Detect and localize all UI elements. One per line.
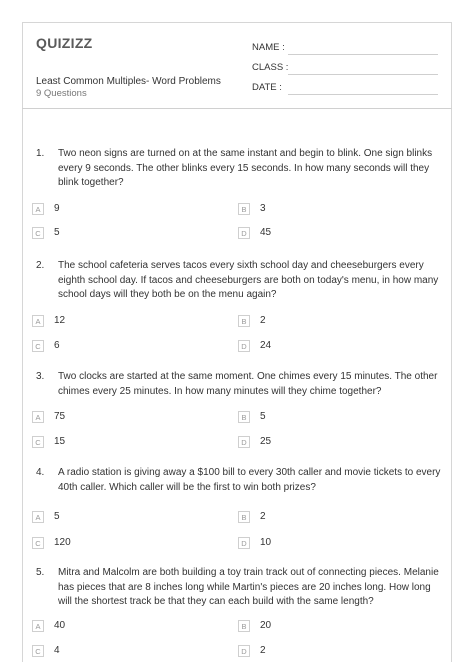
option-value: 5 bbox=[54, 227, 60, 238]
option-value: 45 bbox=[260, 227, 272, 238]
option-letter-box: D bbox=[238, 537, 250, 549]
option-value: 20 bbox=[260, 620, 272, 631]
quizizz-logo: QUIZIZZ bbox=[36, 35, 93, 51]
question-text: Two clocks are started at the same moment. One chimes every 15 minutes. The other chimes every 25 minutes. In how many minutes will they chime together? bbox=[58, 371, 438, 397]
option-value: 75 bbox=[54, 411, 66, 422]
question-number: 1. bbox=[36, 148, 45, 159]
option-letter-box: B bbox=[238, 411, 250, 423]
date-label: DATE : bbox=[252, 82, 282, 93]
option-value: 24 bbox=[260, 340, 272, 351]
option-letter-box: C bbox=[32, 537, 44, 549]
option-letter-box: C bbox=[32, 340, 44, 352]
option-value: 12 bbox=[54, 315, 66, 326]
option-letter-box: B bbox=[238, 511, 250, 523]
option-value: 3 bbox=[260, 203, 266, 214]
question-count: 9 Questions bbox=[36, 88, 87, 99]
option-value: 120 bbox=[54, 537, 71, 548]
option-letter-box: C bbox=[32, 436, 44, 448]
header-divider bbox=[22, 108, 452, 109]
option-value: 10 bbox=[260, 537, 272, 548]
option-value: 2 bbox=[260, 315, 266, 326]
option-letter-box: C bbox=[32, 645, 44, 657]
option-letter-box: B bbox=[238, 315, 250, 327]
option-letter-box: D bbox=[238, 436, 250, 448]
question-text: Mitra and Malcolm are both building a toy train track out of connecting pieces. Melanie has pieces that are 8 inches long while Martin's pieces are 20 inches long. How long will the shortest track be that they can each build with the same length? bbox=[58, 567, 439, 607]
option-value: 15 bbox=[54, 436, 66, 447]
option-letter-box: D bbox=[238, 340, 250, 352]
option-letter-box: A bbox=[32, 511, 44, 523]
option-value: 6 bbox=[54, 340, 60, 351]
option-value: 5 bbox=[54, 511, 60, 522]
worksheet-title: Least Common Multiples- Word Problems bbox=[36, 76, 221, 87]
question-text: The school cafeteria serves tacos every sixth school day and cheeseburgers every eighth school day. If tacos and cheeseburgers are both on today's menu, in how many school days will they both be on the menu again? bbox=[58, 260, 439, 300]
option-letter-box: D bbox=[238, 227, 250, 239]
option-value: 5 bbox=[260, 411, 266, 422]
option-value: 4 bbox=[54, 645, 60, 656]
name-label: NAME : bbox=[252, 42, 285, 53]
option-letter-box: C bbox=[32, 227, 44, 239]
option-letter-box: D bbox=[238, 645, 250, 657]
date-line bbox=[288, 94, 438, 95]
name-line bbox=[288, 54, 438, 55]
question-text: A radio station is giving away a $100 bill to every 30th caller and movie tickets to every 40th caller. Which caller will be the first to win both prizes? bbox=[58, 467, 441, 493]
option-value: 9 bbox=[54, 203, 60, 214]
question-number: 3. bbox=[36, 371, 45, 382]
question-number: 4. bbox=[36, 467, 45, 478]
option-letter-box: A bbox=[32, 315, 44, 327]
option-letter-box: B bbox=[238, 620, 250, 632]
option-value: 25 bbox=[260, 436, 272, 447]
option-value: 40 bbox=[54, 620, 66, 631]
option-value: 2 bbox=[260, 645, 266, 656]
question-number: 5. bbox=[36, 567, 45, 578]
question-number: 2. bbox=[36, 260, 45, 271]
class-label: CLASS : bbox=[252, 62, 289, 73]
option-letter-box: B bbox=[238, 203, 250, 215]
class-line bbox=[288, 74, 438, 75]
option-letter-box: A bbox=[32, 620, 44, 632]
option-letter-box: A bbox=[32, 203, 44, 215]
option-letter-box: A bbox=[32, 411, 44, 423]
question-text: Two neon signs are turned on at the same instant and begin to blink. One sign blinks every 9 seconds. The other blinks every 15 seconds. In how many seconds will they blink together? bbox=[58, 148, 433, 188]
option-value: 2 bbox=[260, 511, 266, 522]
